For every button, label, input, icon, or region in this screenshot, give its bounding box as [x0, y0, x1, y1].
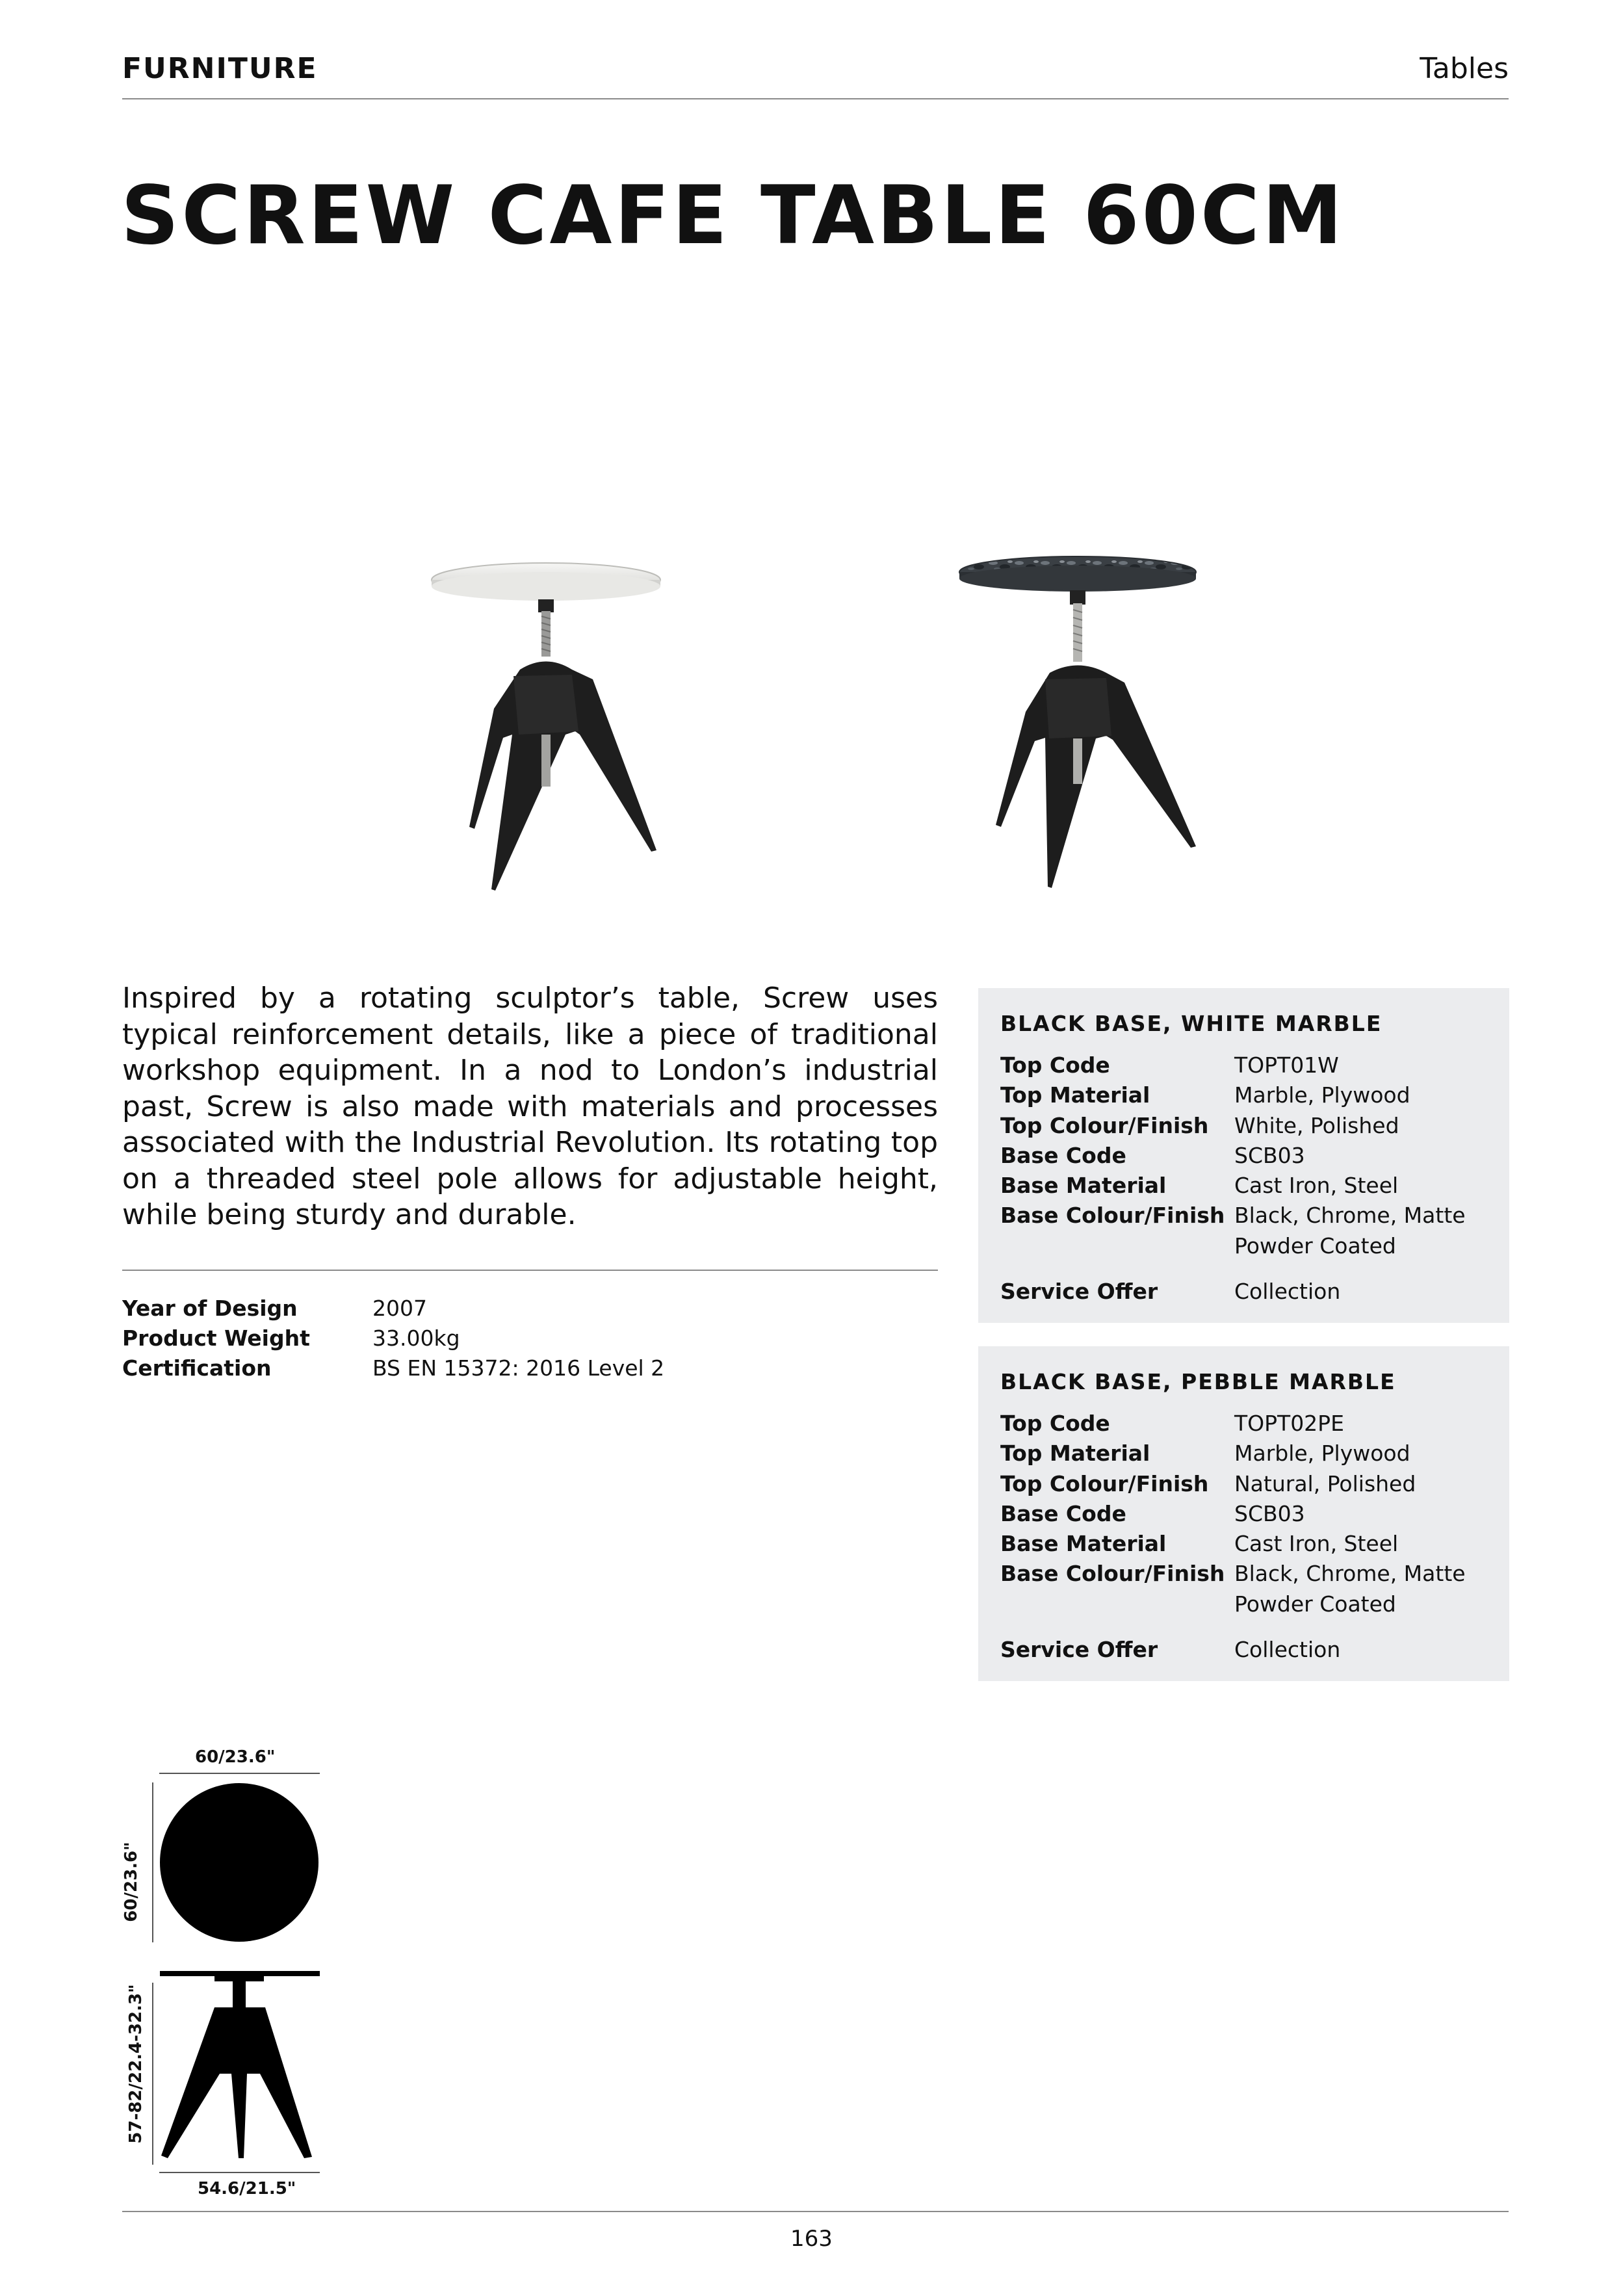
variant-row — [1000, 1529, 1487, 1559]
variant-row — [1000, 1141, 1487, 1171]
variant-row — [1000, 1201, 1487, 1261]
variant-label: Top Colour/Finish — [1000, 1112, 1209, 1138]
variant-label: Base Material — [1000, 1531, 1167, 1557]
header-divider — [122, 98, 1509, 99]
spec-row-year — [122, 1294, 664, 1324]
page-title: SCREW CAFE TABLE 60CM — [121, 169, 1345, 263]
dim-height: 57-82/22.4-32.3" — [126, 1984, 146, 2144]
variant-row-service — [1000, 1635, 1487, 1665]
variant-value: Cast Iron, Steel — [1234, 1531, 1399, 1557]
variant-label: Service Offer — [1000, 1279, 1158, 1305]
spec-value: BS EN 15372: 2016 Level 2 — [372, 1355, 665, 1381]
variant-row — [1000, 1080, 1487, 1110]
white-marble-table-image — [409, 546, 682, 897]
spec-value: 33.00kg — [372, 1325, 460, 1351]
variant-panel-white-marble — [978, 988, 1509, 1323]
variant-row — [1000, 1469, 1487, 1499]
variant-label: Top Code — [1000, 1052, 1110, 1078]
variant-label: Top Colour/Finish — [1000, 1470, 1209, 1496]
variant-value: Cast Iron, Steel — [1234, 1173, 1399, 1199]
dim-top-width: 60/23.6" — [195, 1747, 276, 1767]
variant-label: Base Code — [1000, 1142, 1126, 1168]
section-label: FURNITURE — [122, 52, 318, 85]
variant-label: Top Material — [1000, 1441, 1150, 1467]
variant-title: BLACK BASE, WHITE MARBLE — [1000, 1011, 1383, 1036]
variant-label: Service Offer — [1000, 1637, 1158, 1663]
variant-row — [1000, 1499, 1487, 1529]
variant-value: Natural, Polished — [1234, 1470, 1416, 1496]
description-divider — [122, 1270, 938, 1271]
variant-value: Collection — [1234, 1637, 1341, 1663]
page-number: 163 — [790, 2226, 833, 2252]
variant-value: Marble, Plywood — [1234, 1441, 1410, 1467]
variant-title: BLACK BASE, PEBBLE MARBLE — [1000, 1369, 1396, 1394]
variant-row — [1000, 1439, 1487, 1468]
variant-label: Base Code — [1000, 1500, 1126, 1526]
variant-label: Base Material — [1000, 1173, 1167, 1199]
variant-value: Black, Chrome, Matte Powder Coated — [1234, 1561, 1466, 1617]
footer-divider — [122, 2211, 1509, 2212]
spec-row-weight — [122, 1324, 664, 1353]
dim-top-depth: 60/23.6" — [122, 1842, 141, 1922]
variant-label: Base Colour/Finish — [1000, 1561, 1225, 1587]
variant-value: Marble, Plywood — [1234, 1082, 1410, 1108]
variant-label: Top Code — [1000, 1411, 1110, 1436]
spec-row-certification — [122, 1353, 664, 1383]
variant-row — [1000, 1050, 1487, 1080]
variant-panel-pebble-marble — [978, 1346, 1509, 1681]
pebble-marble-table-image — [936, 546, 1209, 897]
product-specs — [122, 1294, 664, 1383]
variant-label: Base Colour/Finish — [1000, 1203, 1225, 1229]
dimension-drawing — [149, 1768, 325, 2191]
dim-base-width: 54.6/21.5" — [198, 2179, 296, 2198]
variant-value: White, Polished — [1234, 1112, 1399, 1138]
variant-value: Collection — [1234, 1279, 1341, 1305]
variant-row — [1000, 1111, 1487, 1141]
variant-value: SCB03 — [1234, 1142, 1305, 1168]
spec-label: Product Weight — [122, 1325, 310, 1351]
variant-row — [1000, 1409, 1487, 1439]
product-description: Inspired by a rotating sculptor’s table, Screw uses typical reinforcement details, like a piece of traditional workshop equipment. In a nod to London’s industrial past, Screw is also made with materials and processes associated with the Industrial Revolution. Its rotating top on a threaded steel pole allows for adjustable height, while being sturdy and durable. — [122, 982, 938, 1231]
variant-value: TOPT02PE — [1234, 1411, 1344, 1436]
variant-row — [1000, 1171, 1487, 1201]
variant-label: Top Material — [1000, 1082, 1150, 1108]
category-label: Tables — [1420, 52, 1509, 85]
spec-value: 2007 — [372, 1296, 427, 1321]
variant-value: SCB03 — [1234, 1500, 1305, 1526]
variant-row-service — [1000, 1277, 1487, 1307]
variant-value: TOPT01W — [1234, 1052, 1339, 1078]
variant-value: Black, Chrome, Matte Powder Coated — [1234, 1203, 1466, 1259]
variant-row — [1000, 1559, 1487, 1619]
spec-label: Certification — [122, 1355, 272, 1381]
spec-label: Year of Design — [122, 1296, 298, 1321]
